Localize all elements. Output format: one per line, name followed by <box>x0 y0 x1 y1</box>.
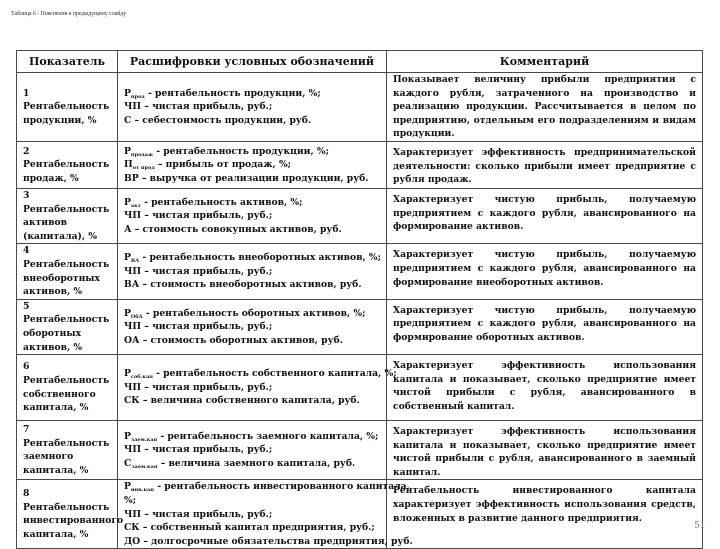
symbol-line: $Р_{продаж}$ - рентабельность продукции, %; <box>124 145 330 158</box>
symbol-line: ВР – выручка от реализации продукции, руб. <box>124 172 369 184</box>
table-row <box>17 188 703 243</box>
symbol-line: $Р_{инв.кап}$ - рентабельность инвестированного капитала, <box>124 481 410 494</box>
table-caption: Таблица 6 - Пояснения к предыдущему слайду <box>11 11 127 17</box>
symbol-line: $С_{заем.кап}$ – величина заемного капитала, руб. <box>124 458 356 471</box>
symbol-line: С – себестоимость продукции, руб. <box>124 114 312 126</box>
symbol-line: ЧП – чистая прибыль, руб.; <box>124 210 273 222</box>
symbols-cell <box>118 73 387 142</box>
symbol-line: ДО – долгосрочные обязательства предприятия, руб. <box>124 535 413 547</box>
table-row <box>17 244 703 299</box>
table-row <box>17 421 703 480</box>
indicator-cell: 7 Рентабельность заемного капитала, % <box>17 421 118 480</box>
symbol-line: ЧП – чистая прибыль, руб.; <box>124 101 273 113</box>
table-row <box>17 141 703 188</box>
symbols-cell <box>118 299 387 354</box>
table-row <box>17 480 703 549</box>
header-comment: Комментарий <box>387 51 703 73</box>
symbol-line: $П_{от прод}$ – прибыль от продаж, %; <box>124 159 292 172</box>
comment-cell: Характеризует эффективность предпринимательской деятельности: сколько прибыли имеет предприятие с рубля продаж. <box>387 141 703 188</box>
comment-cell: Показывает величину прибыли предприятия с каждого рубля, затраченного на производство и реализацию продукции. Рассчитывается в целом по предприятию, отдельным его подразделениям и видам продукции. <box>387 73 703 142</box>
symbols-cell <box>118 421 387 480</box>
symbol-line: ЧП – чистая прибыль, руб.; <box>124 508 273 520</box>
symbol-line: $Р_{ОбА}$ - рентабельность оборотных активов, %; <box>124 307 366 320</box>
symbol-line: $Р_{ВА}$ - рентабельность внеоборотных активов, %; <box>124 252 382 265</box>
symbols-cell <box>118 141 387 188</box>
symbols-cell <box>118 188 387 243</box>
header-symbols: Расшифровки условных обозначений <box>118 51 387 73</box>
comment-cell: Характеризует эффективность использования капитала и показывает, сколько предприятие имеет чистой прибыли с рубля, авансированного в заемный капитал. <box>387 421 703 480</box>
symbols-cell <box>118 355 397 421</box>
symbol-line: А – стоимость совокупных активов, руб. <box>124 223 342 235</box>
symbol-line: ЧП – чистая прибыль, руб.; <box>124 381 273 393</box>
symbol-line: ЧП – чистая прибыль, руб.; <box>124 444 273 456</box>
page-number: 51 <box>694 521 706 531</box>
table-row <box>17 355 703 421</box>
indicator-cell: 2 Рентабельность продаж, % <box>17 141 118 188</box>
comment-cell: Характеризует чистую прибыль, получаемую предприятием с каждого рубля, авансированного на формирование оборотных активов. <box>387 299 703 354</box>
table-header-row <box>17 51 703 73</box>
comment-cell: Характеризует эффективность использования капитала и показывает, сколько предприятие имеет чистой прибыли с рубля, авансированного в собственный капитал. <box>387 355 703 421</box>
comment-cell: Характеризует чистую прибыль, получаемую предприятием с каждого рубля, авансированного на формирование активов. <box>387 188 703 243</box>
symbol-line: ЧП – чистая прибыль, руб.; <box>124 321 273 333</box>
symbol-line: $Р_{прод}$ - рентабельность продукции, %; <box>124 87 321 100</box>
symbol-line: СК – собственный капитал предприятия, руб.; <box>124 522 375 534</box>
comment-cell: Рентабельность инвестированного капитала характеризует эффективность использования средств, вложенных в развитие данного предприятия. <box>387 480 703 549</box>
profitability-table <box>16 50 706 549</box>
table-row <box>17 299 703 354</box>
symbols-cell <box>118 480 413 549</box>
indicator-cell: 4 Рентабельность внеоборотных активов, % <box>17 244 118 299</box>
symbol-line: СК – величина собственного капитала, руб. <box>124 395 360 407</box>
indicator-cell: 3 Рентабельность активов (капитала), % <box>17 188 118 243</box>
symbol-line: ЧП – чистая прибыль, руб.; <box>124 265 273 277</box>
symbol-line: $Р_{акт}$ - рентабельность активов, %; <box>124 196 303 209</box>
comment-cell: Характеризует чистую прибыль, получаемую предприятием с каждого рубля, авансированного на формирование внеоборотных активов. <box>387 244 703 299</box>
symbol-line: ВА – стоимость внеоборотных активов, руб. <box>124 279 362 291</box>
indicator-cell: 1 Рентабельность продукции, % <box>17 73 118 142</box>
symbol-line: $Р_{соб.кап}$ - рентабельность собственного капитала, %; <box>124 368 397 381</box>
indicator-cell: 6 Рентабельность собственного капитала, % <box>17 355 118 421</box>
indicator-cell: 8 Рентабельность инвестированного капитала, % <box>17 480 118 549</box>
symbols-cell <box>118 244 387 299</box>
symbol-line: ОА – стоимость оборотных активов, руб. <box>124 334 343 346</box>
symbol-line: $Р_{заем.кап}$ - рентабельность заемного капитала, %; <box>124 430 379 443</box>
indicator-cell: 5 Рентабельность оборотных активов, % <box>17 299 118 354</box>
symbol-line: %; <box>124 495 137 507</box>
table-row <box>17 73 703 142</box>
header-indicator: Показатель <box>17 51 118 73</box>
